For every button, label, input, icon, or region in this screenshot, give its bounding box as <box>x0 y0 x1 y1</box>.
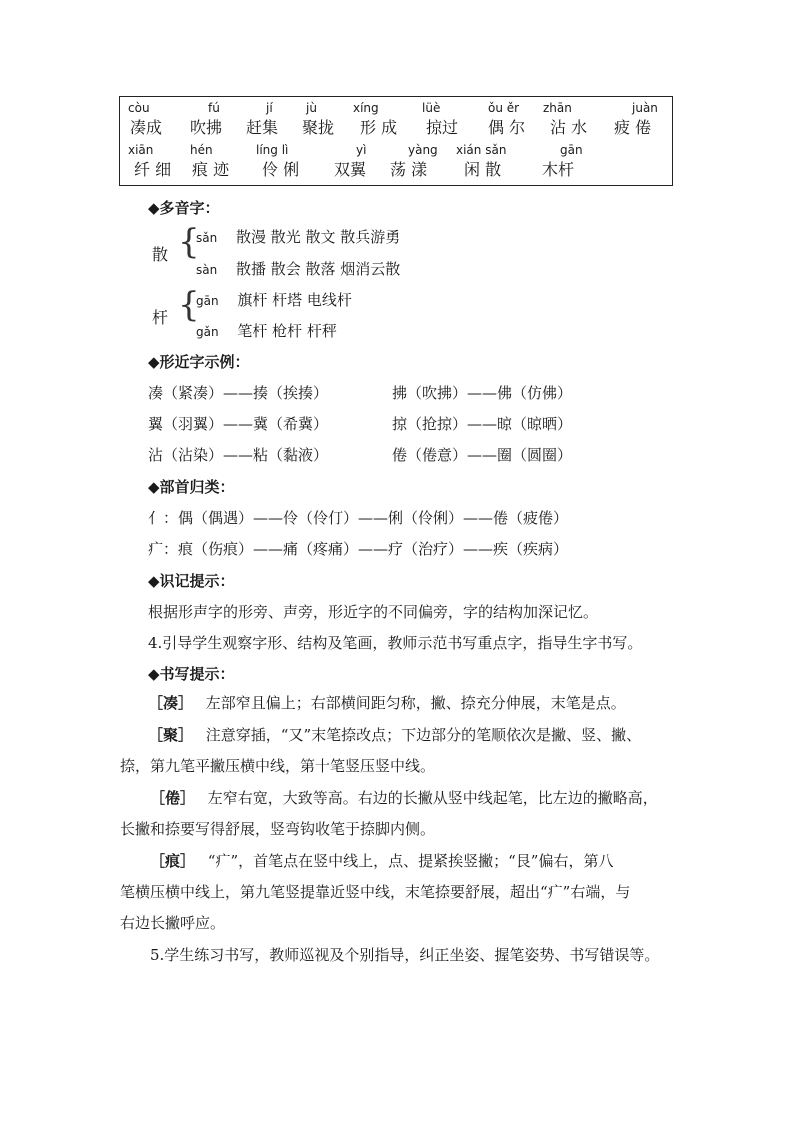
pinyin: ǒu ěr <box>488 101 520 115</box>
pinyin: yàng <box>408 143 438 157</box>
pinyin: xián sǎn <box>456 143 507 157</box>
word: 疲 倦 <box>614 118 652 137</box>
word: 沾 水 <box>550 118 588 137</box>
polyphone-reading: gān 旗杆 杆塔 电线杆 <box>196 291 352 309</box>
writing-tag: ［倦］ <box>150 789 196 807</box>
word: 赶集 <box>246 118 279 137</box>
pinyin: gān <box>560 143 583 157</box>
pinyin: hén <box>190 143 213 157</box>
radical-row: 疒：痕（伤痕）——痛（疼痛）——疗（治疗）——疾（疾病） <box>148 540 569 558</box>
word: 聚拢 <box>302 118 335 137</box>
polyphone-reading: gǎn 笔杆 枪杆 杆秤 <box>196 322 337 340</box>
pinyin: juàn <box>632 101 658 115</box>
pinyin: còu <box>128 101 150 115</box>
pinyin: jí <box>266 101 273 115</box>
polyphone-reading: sàn 散播 散会 散落 烟消云散 <box>196 260 401 278</box>
word: 双翼 <box>334 160 367 179</box>
writing-item-cou: ［凑］ 左部窄且偏上；右部横间距匀称，撇、捺充分伸展，末笔是点。 <box>148 694 626 712</box>
pinyin: jù <box>306 101 317 115</box>
writing-tag: ［聚］ <box>148 726 194 744</box>
writing-tag: ［凑］ <box>148 694 194 712</box>
word: 痕 迹 <box>192 160 230 179</box>
step-5: 5.学生练习书写，教师巡视及个别指导，纠正坐姿、握笔姿势、书写错误等。 <box>150 946 660 964</box>
similar-row: 翼（羽翼）——冀（希冀） <box>148 415 329 433</box>
writing-line: 捺，第九笔平撇压横中线，第十笔竖压竖中线。 <box>120 757 436 775</box>
similar-row: 掠（抢掠）——晾（晾晒） <box>392 415 573 433</box>
polyphone-reading: sǎn 散漫 散光 散文 散兵游勇 <box>196 228 401 246</box>
writing-item-hen: ［痕］ “疒”，首笔点在竖中线上，点、提紧挨竖撇；“艮”偏右，第八 <box>150 852 614 870</box>
brace-icon: { <box>178 285 200 325</box>
pinyin: fú <box>208 101 220 115</box>
pinyin: yì <box>356 143 367 157</box>
word: 掠过 <box>426 118 459 137</box>
writing-heading: ◆书写提示： <box>148 665 235 683</box>
similar-row: 倦（倦意）——圈（圆圈） <box>392 446 573 464</box>
polyphone-char-gan: 杆 <box>152 308 169 327</box>
memory-heading: ◆识记提示： <box>148 572 235 590</box>
word: 偶 尔 <box>488 118 526 137</box>
similar-row: 拂（吹拂）——佛（仿佛） <box>392 384 573 402</box>
vocab-box <box>119 96 673 186</box>
writing-item-juan: ［倦］ 左窄右宽，大致等高。右边的长撇从竖中线起笔，比左边的撇略高， <box>150 789 658 807</box>
writing-item-ju: ［聚］ 注意穿插，“又”末笔捺改点；下边部分的笔顺依次是撇、竖、撇、 <box>148 726 642 744</box>
similar-row: 沾（沾染）——粘（黏液） <box>148 446 329 464</box>
pinyin: xiān <box>128 143 154 157</box>
word: 纤 细 <box>134 160 172 179</box>
word: 伶 俐 <box>262 160 300 179</box>
word: 凑成 <box>130 118 163 137</box>
pinyin: lüè <box>422 101 441 115</box>
brace-icon: { <box>178 222 200 262</box>
word: 形 成 <box>360 118 398 137</box>
step-4: 4.引导学生观察字形、结构及笔画，教师示范书写重点字，指导生字书写。 <box>148 634 643 652</box>
word: 闲 散 <box>464 160 502 179</box>
word: 吹拂 <box>190 118 223 137</box>
similar-heading: ◆形近字示例： <box>148 353 250 371</box>
pinyin: xíng <box>353 101 379 115</box>
polyphone-heading: ◆多音字： <box>148 199 220 217</box>
memory-text: 根据形声字的形旁、声旁，形近字的不同偏旁，字的结构加深记忆。 <box>148 603 599 621</box>
radical-heading: ◆部首归类： <box>148 478 235 496</box>
similar-row: 凑（紧凑）——揍（挨揍） <box>148 384 329 402</box>
writing-line: 长撇和捺要写得舒展，竖弯钩收笔于捺脚内侧。 <box>120 820 436 838</box>
polyphone-char-san: 散 <box>152 245 169 264</box>
pinyin: líng lì <box>256 143 289 157</box>
writing-line: 右边长撇呼应。 <box>120 914 226 932</box>
word: 荡 漾 <box>390 160 428 179</box>
writing-tag: ［痕］ <box>150 852 196 870</box>
writing-line: 笔横压横中线上，第九笔竖提靠近竖中线，末笔捺要舒展，超出“疒”右端，与 <box>120 883 631 901</box>
word: 木杆 <box>542 160 575 179</box>
radical-row: 亻：偶（偶遇）——伶（伶仃）——俐（伶俐）——倦（疲倦） <box>148 509 569 527</box>
pinyin: zhān <box>543 101 572 115</box>
